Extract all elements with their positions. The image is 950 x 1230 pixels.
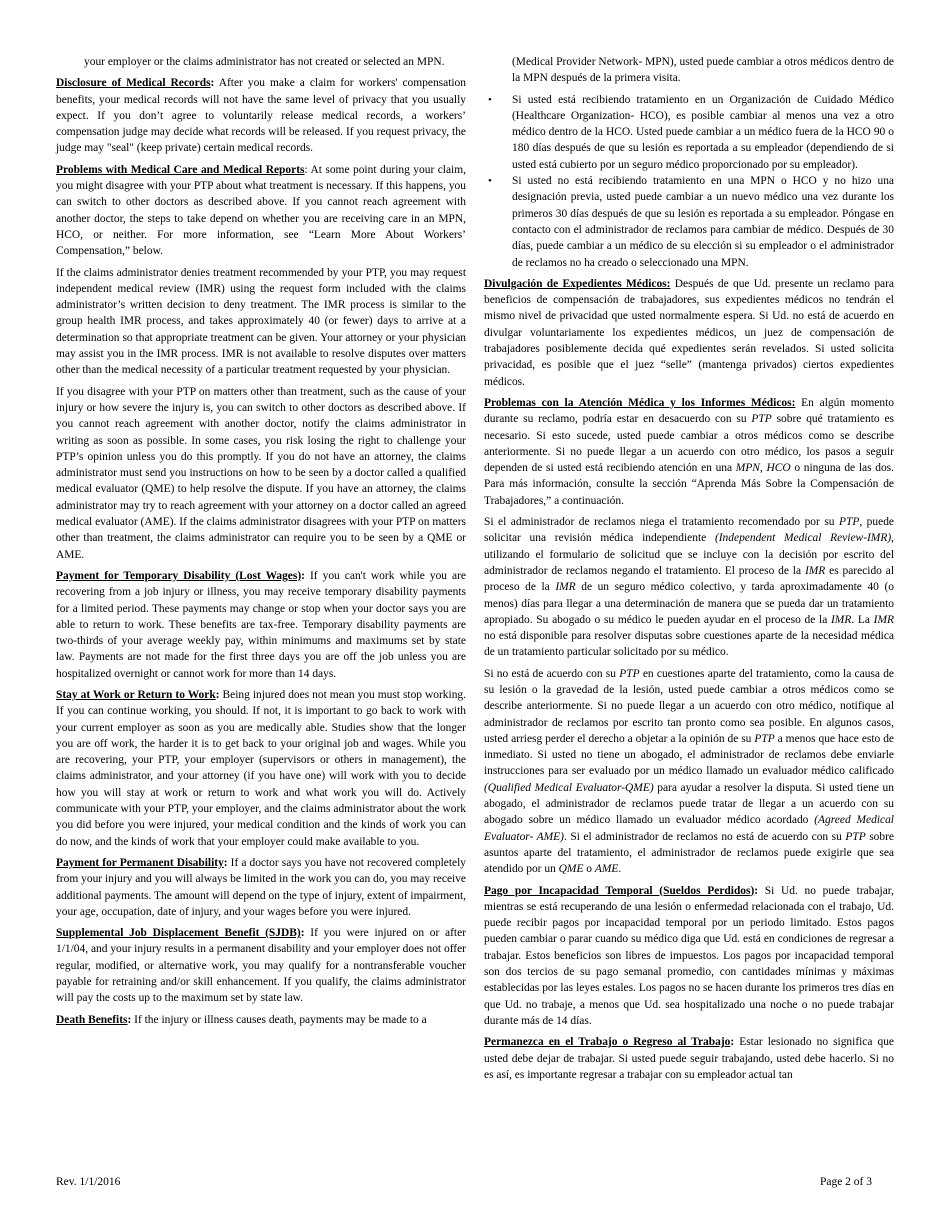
paragraph-ptp-es: Si no está de acuerdo con su PTP en cuestiones aparte del tratamiento, como la causa de su lesión o la gravedad de la lesión, usted puede cambiar a otros médicos como se describe anteriormente. Si no puede llegar a un acuerdo con otro médico, notifique al administrador de reclamos por escrito tan pronto como sea posible. En algunos casos, usted arriesg perder el derecho a objetar a la opinión de su PTP a menos que hace esto de inmediato. Si usted no tiene un abogado, el administrador de reclamos debe enviarle instrucciones para ser evaluado por un médico llamado un evaluador médico calificado (Qualified Medical Evaluator-QME) para ayudar a resolver la disputa. Si usted tiene un abogado, el administrador de reclamos puede tratar de llegar a un acuerdo con su abogado sobre un médico llamado un evaluador médico acordado (Agreed Medical Evaluator- AME). Si el administrador de reclamos no está de acuerdo con su PTP sobre asuntos aparte del tratamiento, el administrador de reclamos puede exigirle que sea atendido por un QME o AME. — [484, 667, 894, 876]
section-heading: Divulgación de Expedientes Médicos: — [484, 277, 671, 290]
paragraph-death-benefits: Death Benefits: If the injury or illness causes death, payments may be made to a — [56, 1013, 427, 1026]
paragraph-permanent-disability: Payment for Permanent Disability: If a doctor says you have not recovered completely from your injury and you will always be limited in the work you can do, you may receive additional payments. The amount will depend on the type of injury, extent of impairment, your age, occupation, date of injury, and your wages before you were injured. — [56, 856, 466, 918]
paragraph-temporary-disability: Payment for Temporary Disability (Lost Wages): If you can't work while you are recovering from a job injury or illness, you may receive temporary disability payments for a limited period. These payments may change or stop when your doctor says you are able to return to work. These benefits are tax-free. Temporary disability payments are two-thirds of your average weekly pay, within minimums and maximums set by state law. Payments are not made for the first three days you are off the job unless you are hospitalized overnight or cannot work for more than 14 days. — [56, 569, 467, 680]
paragraph-medical-records: Disclosure of Medical Records: After you make a claim for workers' compensation benefits, your medical records will not have the same level of privacy that you usually expect. If you don’t agree to voluntarily release medical records, a workers’ compensation judge may decide what records will be released. If you request privacy, the judge may "seal" (keep private) certain medical records. — [56, 77, 466, 155]
continued-text: (Medical Provider Network- MPN), usted puede cambiar a otros médicos dentro de la MPN después de la primera visita. — [512, 56, 894, 85]
section-heading: Payment for Permanent Disability — [56, 856, 224, 869]
section-heading: Permanezca en el Trabajo o Regreso al Trabajo — [484, 1036, 731, 1049]
paragraph-incapacidad-temporal: Pago por Incapacidad Temporal (Sueldos Perdidos): Si Ud. no puede trabajar, mientras se está recuperando de una lesión o enfermedad relacionada con el trabajo, Ud. puede recibir pagos por incapacidad temporal por un periodo limitado. Estos pagos pueden cambiar o parar cuando su médico diga que Ud. está en condiciones de regresar a trabajar. Estos beneficios son libres de impuestos. Los pagos por incapacidad temporal son dos tercios de su pago semanal promedio, con cantidades mínimas y máximas establecidas por las leyes estales. Los pagos no se hacen durante los primeros tres días en que Ud. no trabaje, a menos que Ud. sea hospitalizado una noche o no puede trabajar durante más de 14 días. — [484, 884, 894, 1027]
revision-date: Rev. 1/1/2016 — [56, 1176, 121, 1188]
continued-text: your employer or the claims administrator has not created or selected an MPN. — [84, 56, 445, 68]
document-page — [56, 54, 894, 1154]
page-number: Page 2 of 3 — [819, 1176, 872, 1188]
paragraph-sjdb: Supplemental Job Displacement Benefit (SJDB): If you were injured on or after 1/1/04, and your injury results in a permanent disability and your employer does not offer regular, modified, or alternative work, you may qualify for a nontransferable voucher payable for retraining and/or skill enhancement. If you qualify, the claims administrator will pay the costs up to the maximum set by state law. — [56, 927, 466, 1005]
paragraph-stay-at-work: Stay at Work or Return to Work: Being injured does not mean you must stop working. If you can continue working, you should. If not, it is important to go back to work with your current employer as soon as you are medically able. Studies show that the longer you are off work, the harder it is to get back to your original job and wages. While you are recovering, your PTP, your employer (supervisors or others in management), the claims administrator, and your attorney (if you have one) will work with you to decide how you will stay at work or return to work and what work you will do. Actively communicate with your PTP, your employer, and the claims administrator about the work you did before you were injured, your medical condition and the kinds of work you can do now, and the kinds of work that your employer could make available to you. — [56, 688, 466, 848]
bullet-icon: • — [488, 93, 492, 106]
english-column — [56, 54, 466, 1033]
section-heading: Problems with Medical Care and Medical Reports — [56, 163, 305, 176]
list-item: • Si usted no está recibiendo tratamiento en una MPN o HCO y no hizo una designación previa, usted puede cambiar a un nuevo médico una vez durante los primeros 30 días después de que su lesión es reportada a su empleador. Póngase en contacto con el administrador de reclamos para cambiar de médico. Después de 30 días, puede cambiar a un médico de su elección si su empleador o el administrador de reclamos no ha creado o seleccionado una MPN. — [488, 175, 894, 269]
section-heading: Stay at Work or Return to Work — [56, 688, 216, 701]
bullet-icon: • — [488, 175, 492, 188]
list-item: • Si usted está recibiendo tratamiento en un Organización de Cuidado Médico (Healthcare Organization- HCO), es posible cambiar al menos una vez a otro médico dentro de la HCO. Usted puede cambiar a un médico fuera de la HCO 90 o 180 días después de que su lesión es reportada a su empleador (dependiendo de si usted está cubierto por un seguro médico proporcionado por su empleador). — [488, 93, 894, 171]
paragraph-divulgacion: Divulgación de Expedientes Médicos: Después de que Ud. presente un reclamo para beneficios de compensación de trabajadores, sus expedientes médicos no tendrán el mismo nivel de privacidad que usted normalmente espera. Si Ud. no está de acuerdo en divulgar voluntariamente los expedientes médicos, un juez de compensación de trabajadores posiblemente decida qué expedientes serán revelados. Si usted solicita privacidad, es posible que el juez “selle” (mantenga privados) ciertos expedientes médicos. — [484, 277, 894, 388]
bullet-list — [484, 92, 894, 271]
paragraph-imr-es: Si el administrador de reclamos niega el tratamiento recomendado por su PTP, puede solicitar una revisión médica independiente (Independent Medical Review-IMR), utilizando el formulario de solicitud que se incluye con la decisión por escrito del administrador de reclamos negando el tratamiento. El proceso de la IMR es parecido al proceso de la IMR de un seguro médico colectivo, y tarda aproximadamente 40 (o menos) días para llegar a una determinación de manera que se pueda dar un tratamiento apropiado. Su abogado o su médico le pueden ayudar en el proceso de la IMR. La IMR no está disponible para resolver disputas sobre cuestiones aparte de la necesidad médica de un tratamiento particular solicitado por su médico. — [484, 516, 894, 659]
paragraph-imr: If the claims administrator denies treatment recommended by your PTP, you may request independent medical review (IMR) using the request form included with the claims administrator’s written decision to deny treatment. The IMR process is similar to the group health IMR process, and takes approximately 40 (or fewer) days to arrive at a determination so that appropriate treatment can be given. Your attorney or your physician may assist you in the IMR process. IMR is not available to resolve disputes over matters other than the medical necessity of a particular treatment requested by your physician. — [56, 266, 466, 377]
section-heading: Pago por Incapacidad Temporal (Sueldos Perdidos) — [484, 884, 755, 897]
section-heading: Problemas con la Atención Médica y los Informes Médicos: — [484, 396, 796, 409]
paragraph-ptp-disagreement: If you disagree with your PTP on matters other than treatment, such as the cause of your injury or how severe the injury is, you can switch to other doctors as described above. If you cannot reach agreement with another doctor, notify the claims administrator in writing as soon as possible. In some cases, you risk losing the right to challenge your PTP’s opinion unless you do this promptly. If you do not have an attorney, the claims administrator must send you instructions on how to be seen by a doctor called a qualified medical evaluator (QME) to help resolve the dispute. If you have an attorney, the claims administrator may try to reach agreement with your attorney on a doctor called an agreed medical evaluator (AME). If the claims administrator disagrees with your PTP on matters other than treatment, the claims administrator can require you to be seen by a QME or AME. — [56, 385, 466, 561]
paragraph-medical-care-problems: Problems with Medical Care and Medical Reports: At some point during your claim, you might disagree with your PTP about what treatment is necessary. If this happens, you can switch to other doctors as described above. If you cannot reach agreement with another doctor, the steps to take depend on whether you are receiving care in an MPN, HCO, or neither. For more information, see “Learn More About Workers’ Compensation,” below. — [56, 163, 466, 258]
section-heading: Supplemental Job Displacement Benefit (SJDB) — [56, 927, 301, 940]
section-heading: Payment for Temporary Disability (Lost Wages) — [56, 569, 302, 582]
spanish-column — [484, 54, 894, 1088]
paragraph-problemas: Problemas con la Atención Médica y los Informes Médicos: En algún momento durante su reclamo, podría estar en desacuerdo con su PTP sobre qué tratamiento es necesario. Si esto sucede, usted puede cambiar a otros médicos como se describe anteriormente. Si no puede llegar a un acuerdo con otro médico, los pasos a seguir dependen de si usted está recibiendo atención en una MPN, HCO o ninguna de las dos. Para más información, consulte la sección “Aprenda Más Sobre la Compensación de Trabajadores,” a continuación. — [484, 396, 894, 507]
section-heading: Death Benefits — [56, 1013, 128, 1026]
section-heading: Disclosure of Medical Records — [56, 77, 211, 90]
paragraph-permanezca: Permanezca en el Trabajo o Regreso al Trabajo: Estar lesionado no significa que usted debe dejar de trabajar. Si usted puede seguir trabajando, usted debe hacerlo. Si no es así, es importante regresar a trabajar con su empleador actual tan — [484, 1036, 895, 1081]
